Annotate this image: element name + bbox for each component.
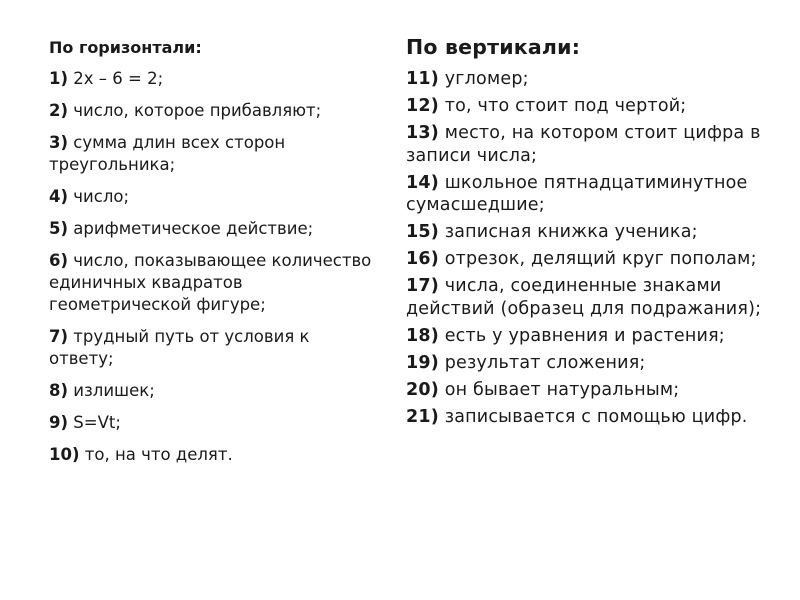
horizontal-item-4 — [49, 186, 379, 208]
vertical-item-18 — [406, 325, 786, 348]
horizontal-item-2 — [49, 100, 379, 122]
item-number: 11) — [406, 69, 439, 89]
item-text: числа, соединенные знаками действий (образец для подражания); — [406, 276, 762, 319]
horizontal-item-7 — [49, 326, 379, 370]
item-number: 5) — [49, 219, 69, 238]
item-number: 14) — [406, 172, 439, 193]
horizontal-item-9 — [49, 412, 379, 434]
item-text: арифметическое действие; — [73, 219, 314, 238]
horizontal-item-8 — [49, 380, 379, 402]
item-text: результат сложения; — [444, 352, 646, 373]
vertical-item-16 — [406, 248, 786, 271]
item-text: S=Vt; — [73, 413, 121, 432]
vertical-item-15 — [406, 221, 786, 244]
item-number: 20) — [406, 379, 439, 400]
item-number: 8) — [49, 381, 69, 400]
vertical-item-14 — [406, 172, 786, 217]
vertical-item-13 — [406, 122, 786, 167]
item-text: он бывает натуральным; — [444, 379, 680, 400]
vertical-item-11 — [406, 68, 786, 91]
item-number: 9) — [49, 413, 69, 432]
item-text: число, показывающее количество единичных квадратов геометрической фигуре; — [49, 251, 372, 314]
item-number: 15) — [406, 222, 439, 242]
horizontal-item-6 — [49, 250, 379, 316]
horizontal-item-5 — [49, 218, 379, 240]
item-number: 6) — [49, 251, 69, 270]
item-text: трудный путь от условия к ответу; — [49, 327, 310, 368]
vertical-column — [406, 34, 786, 433]
item-number: 1) — [49, 69, 69, 88]
horizontal-heading: По горизонтали: — [49, 38, 202, 57]
vertical-item-19 — [406, 352, 786, 375]
item-number: 19) — [406, 352, 439, 373]
item-number: 3) — [49, 133, 69, 152]
item-text: сумма длин всех сторон треугольника; — [49, 133, 286, 174]
item-number: 2) — [49, 101, 69, 120]
item-number: 10) — [49, 445, 80, 464]
horizontal-item-1 — [49, 68, 379, 90]
item-text: место, на котором стоит цифра в записи числа; — [406, 123, 761, 166]
item-number: 4) — [49, 187, 69, 206]
item-text: 2х – 6 = 2; — [73, 69, 164, 88]
item-text: школьное пятнадцатиминутное сумасшедшие; — [406, 172, 748, 215]
vertical-item-20 — [406, 379, 786, 402]
item-number: 21) — [406, 406, 439, 427]
item-text: число; — [73, 187, 130, 206]
item-text: то, на что делят. — [84, 445, 233, 464]
item-text: угломер; — [444, 69, 529, 89]
item-number: 16) — [406, 249, 439, 269]
item-number: 17) — [406, 276, 439, 296]
vertical-item-17 — [406, 275, 786, 320]
item-text: записная книжка ученика; — [444, 222, 698, 242]
item-text: число, которое прибавляют; — [73, 101, 322, 120]
vertical-item-21 — [406, 406, 786, 429]
item-number: 7) — [49, 327, 69, 346]
item-text: есть у уравнения и растения; — [444, 325, 725, 346]
item-text: записывается с помощью цифр. — [444, 406, 748, 427]
item-number: 12) — [406, 96, 439, 116]
item-number: 18) — [406, 325, 439, 346]
item-number: 13) — [406, 123, 439, 143]
horizontal-item-3 — [49, 132, 379, 176]
item-text: отрезок, делящий круг пополам; — [444, 249, 757, 269]
item-text: излишек; — [73, 381, 155, 400]
vertical-item-12 — [406, 95, 786, 118]
vertical-heading: По вертикали: — [406, 35, 581, 59]
horizontal-item-10 — [49, 444, 379, 466]
horizontal-column — [49, 37, 379, 476]
item-text: то, что стоит под чертой; — [444, 96, 687, 116]
